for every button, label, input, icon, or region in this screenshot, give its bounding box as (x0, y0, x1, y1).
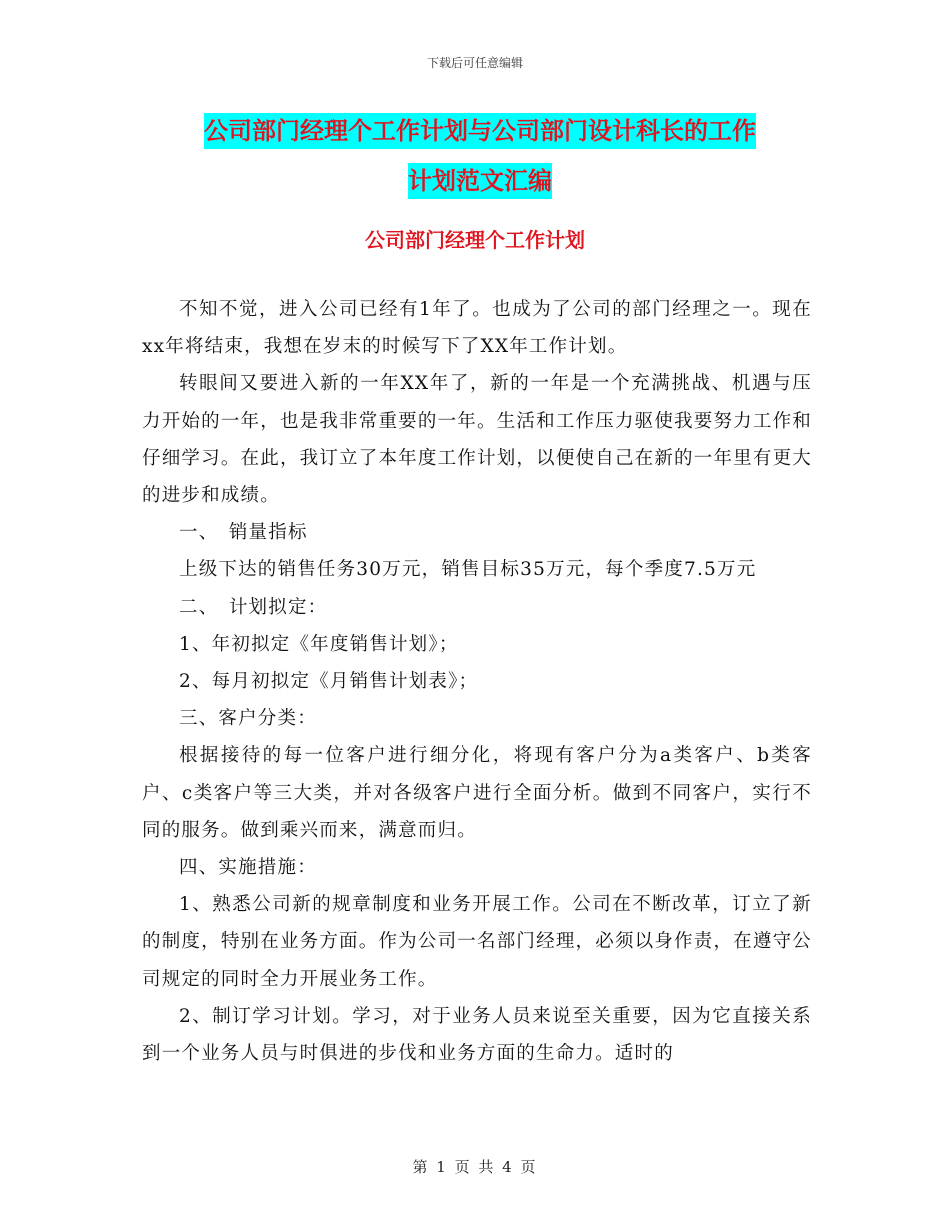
paragraph: 一、 销量指标 (179, 522, 308, 544)
paragraph: 1、年初拟定《年度销售计划》； (179, 633, 459, 655)
paragraph: 2、制订学习计划。学习，对于业务人员来说至关重要，因为它直接关系到一个业务人员与时俱进的步伐和业务方面的生命力。适时的 (142, 1005, 812, 1065)
paragraph: 四、实施措施： (179, 857, 317, 879)
paragraph: 二、 计划拟定： (179, 596, 328, 618)
paragraph: 三、客户分类： (179, 708, 317, 730)
document-title-line-2: 计划范文汇编 (408, 163, 552, 199)
section-title: 公司部门经理个工作计划 (365, 228, 585, 252)
page-footer: 第 1 页 共 4 页 (412, 1158, 538, 1176)
paragraph: 上级下达的销售任务30万元，销售目标35万元，每个季度7.5万元 (179, 559, 757, 581)
document-title-line-1: 公司部门经理个工作计划与公司部门设计科长的工作 (204, 113, 756, 149)
document-title (150, 106, 810, 206)
paragraph: 2、每月初拟定《月销售计划表》； (179, 671, 479, 693)
paragraph: 转眼间又要进入新的一年XX年了，新的一年是一个充满挑战、机遇与压力开始的一年，也是我非常重要的一年。生活和工作压力驱使我要努力工作和仔细学习。在此，我订立了本年度工作计划，以便使自己在新的一年里有更大的进步和成绩。 (142, 373, 812, 507)
paragraph: 1、熟悉公司新的规章制度和业务开展工作。公司在不断改革，订立了新的制度，特别在业务方面。作为公司一名部门经理，必须以身作责，在遵守公司规定的同时全力开展业务工作。 (142, 894, 812, 990)
body-text (142, 291, 812, 1072)
header-note: 下载后可任意编辑 (426, 56, 523, 70)
paragraph: 不知不觉，进入公司已经有1年了。也成为了公司的部门经理之一。现在xx年将结束，我想在岁末的时候写下了XX年工作计划。 (142, 299, 812, 358)
paragraph: 根据接待的每一位客户进行细分化，将现有客户分为a类客户、b类客户、c类客户等三大类，并对各级客户进行全面分析。做到不同客户，实行不同的服务。做到乘兴而来，满意而归。 (142, 745, 812, 841)
